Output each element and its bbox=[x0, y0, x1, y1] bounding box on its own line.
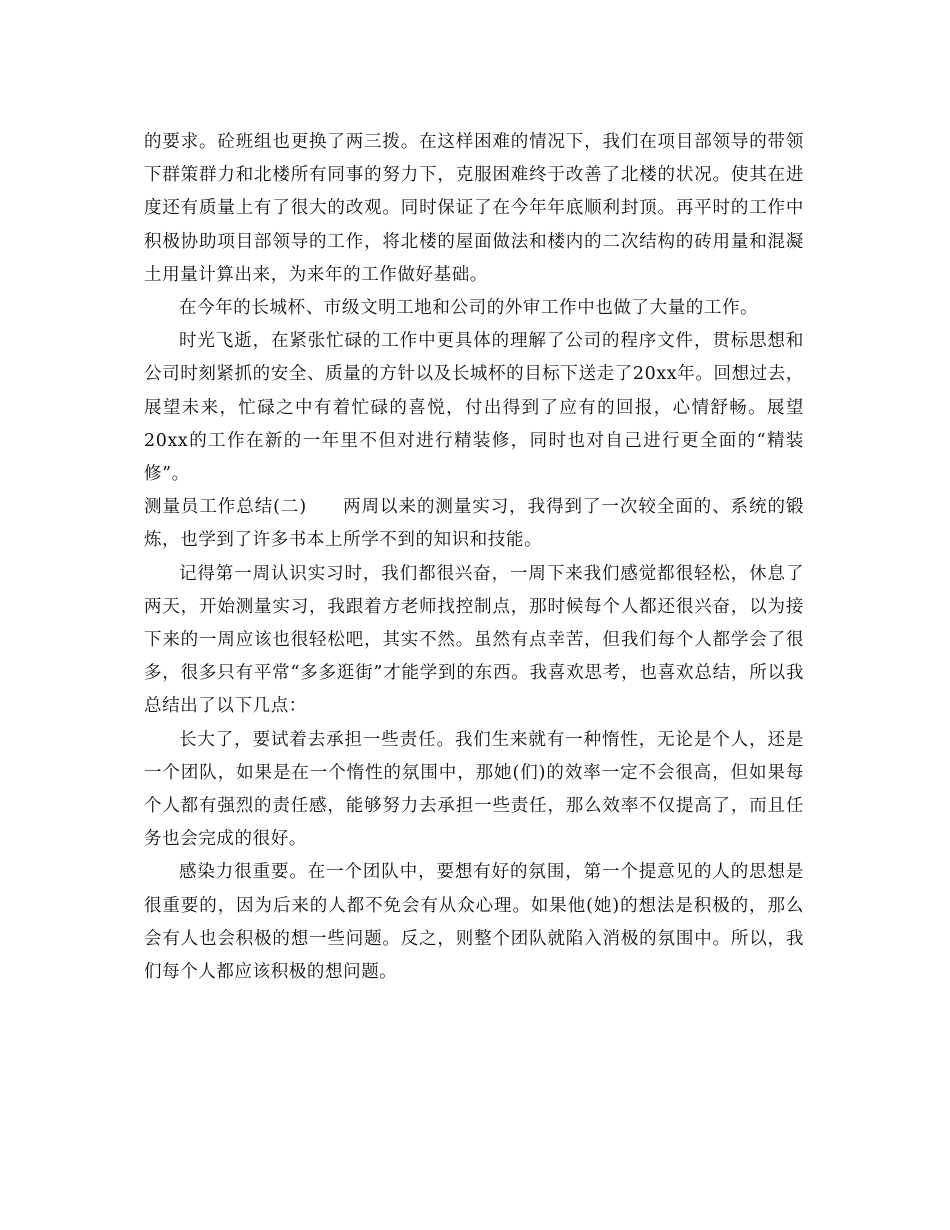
paragraph-influence: 感染力很重要。在一个团队中，要想有好的氛围，第一个提意见的人的思想是很重要的，因为后来的人都不免会有从众心理。如果他(她)的想法是积极的，那么会有人也会积极的想一些问题。反之，则整个团队就陷入消极的氛围中。所以，我们每个人都应该积极的想问题。 bbox=[144, 862, 804, 983]
section-heading-line bbox=[144, 491, 804, 557]
document-body bbox=[144, 126, 804, 989]
section-intro: 两周以来的测量实习，我得到了一次较全面的、系统的锻炼，也学到了许多书本上所学不到的知识和技能。 bbox=[144, 497, 805, 551]
paragraph-responsibility: 长大了，要试着去承担一些责任。我们生来就有一种惰性，无论是个人，还是一个团队，如果是在一个惰性的氛围中，那她(们)的效率一定不会很高，但如果每个人都有强烈的责任感，能够努力去承担一些责任，那么效率不仅提高了，而且任务也会完成的很好。 bbox=[144, 729, 804, 850]
paragraph-continuation: 的要求。砼班组也更换了两三拨。在这样困难的情况下，我们在项目部领导的带领下群策群力和北楼所有同事的努力下，克服困难终于改善了北楼的状况。使其在进度还有质量上有了很大的改观。同时保证了在今年年底顺利封顶。再平时的工作中积极协助项目部领导的工作，将北楼的屋面做法和楼内的二次结构的砖用量和混凝土用量计算出来，为来年的工作做好基础。 bbox=[144, 132, 804, 285]
paragraph-time-flies: 时光飞逝，在紧张忙碌的工作中更具体的理解了公司的程序文件，贯标思想和公司时刻紧抓的安全、质量的方针以及长城杯的目标下送走了20xx年。回想过去，展望未来，忙碌之中有着忙碌的喜悦，付出得到了应有的回报，心情舒畅。展望20xx的工作在新的一年里不但对进行精装修，同时也对自己进行更全面的“精装修”。 bbox=[144, 331, 804, 485]
section-title: 测量员工作总结(二) bbox=[144, 497, 307, 518]
paragraph-first-week: 记得第一周认识实习时，我们都很兴奋，一周下来我们感觉都很轻松，休息了两天，开始测量实习，我跟着方老师找控制点，那时候每个人都还很兴奋，以为接下来的一周应该也很轻松吧，其实不然。虽然有点幸苦，但我们每个人都学会了很多，很多只有平常“多多逛街”才能学到的东西。我喜欢思考，也喜欢总结，所以我总结出了以下几点： bbox=[144, 563, 804, 717]
paragraph-great-wall-cup: 在今年的长城杯、市级文明工地和公司的外审工作中也做了大量的工作。 bbox=[179, 298, 759, 319]
